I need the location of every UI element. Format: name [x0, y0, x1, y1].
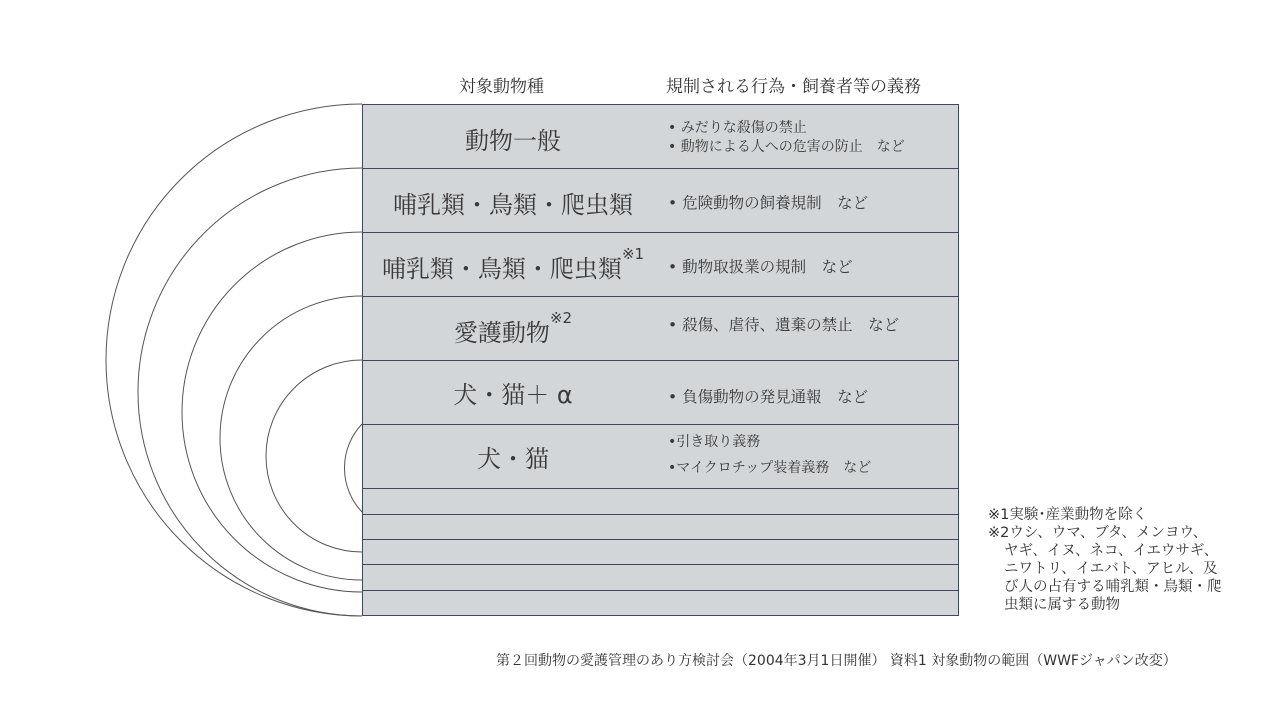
row-duty: • みだりな殺傷の禁止 — [668, 120, 807, 136]
row-duty: • 動物取扱業の規制 など — [668, 258, 853, 276]
scope-table — [362, 104, 959, 616]
table-row-empty — [362, 514, 959, 540]
note-line: 虫類に属する動物 — [1004, 597, 1120, 613]
table-row — [362, 232, 959, 297]
row-duty: • 危険動物の飼養規制 など — [668, 194, 869, 212]
row-category: 犬・猫 — [477, 445, 549, 473]
note-line: ニワトリ、イエバト、アヒル、及 — [1004, 561, 1218, 577]
table-row — [362, 360, 959, 425]
row-category: 愛護動物$^{※2}$ — [453, 309, 573, 347]
note-line: び人の占有する哺乳類・鳥類・爬 — [1004, 579, 1222, 595]
row-category: 動物一般 — [465, 127, 561, 155]
arc-3 — [182, 232, 362, 592]
table-row-empty — [362, 590, 959, 616]
table-row — [362, 296, 959, 361]
footnote-mark: ※1 — [621, 245, 645, 263]
row-category: 哺乳類・鳥類・爬虫類 — [393, 191, 633, 219]
table-row-empty — [362, 539, 959, 565]
arc-5 — [266, 360, 362, 552]
header-category: 対象動物種 — [459, 77, 544, 97]
note-line: ヤギ、イヌ、ネコ、イエウサギ、 — [1004, 543, 1219, 559]
note-line: ※2ウシ、ウマ、ブタ、メンヨウ、 — [988, 525, 1208, 541]
concentric-arcs — [0, 0, 362, 720]
row-duty: • 負傷動物の発見通報 など — [668, 388, 869, 406]
row-duty: • 動物による人への危害の防止 など — [668, 139, 905, 155]
table-row — [362, 168, 959, 233]
table-row-empty — [362, 488, 959, 515]
row-category: 哺乳類・鳥類・爬虫類$^{※1}$ — [381, 245, 645, 283]
row-duty: • 殺傷、虐待、遺棄の禁止 など — [668, 316, 900, 334]
header-duties: 規制される行為・飼養者等の義務 — [666, 77, 921, 97]
source-citation: 第２回動物の愛護管理のあり方検討会（2004年3月1日開催） 資料1 対象動物の範囲（WWFジャパン改変） — [496, 653, 1177, 669]
row-category: 犬・猫＋ α — [453, 381, 573, 409]
footnote-mark: ※2 — [549, 309, 573, 327]
arc-4 — [220, 296, 362, 580]
arc-6 — [344, 424, 362, 512]
table-row — [362, 104, 959, 169]
table-row — [362, 424, 959, 489]
row-duty: •マイクロチップ装着義務 など — [668, 460, 872, 476]
note-line: ※1実験･産業動物を除く — [988, 507, 1148, 523]
table-row-empty — [362, 564, 959, 591]
footnotes — [988, 506, 1222, 614]
row-duty: •引き取り義務 — [668, 434, 761, 450]
